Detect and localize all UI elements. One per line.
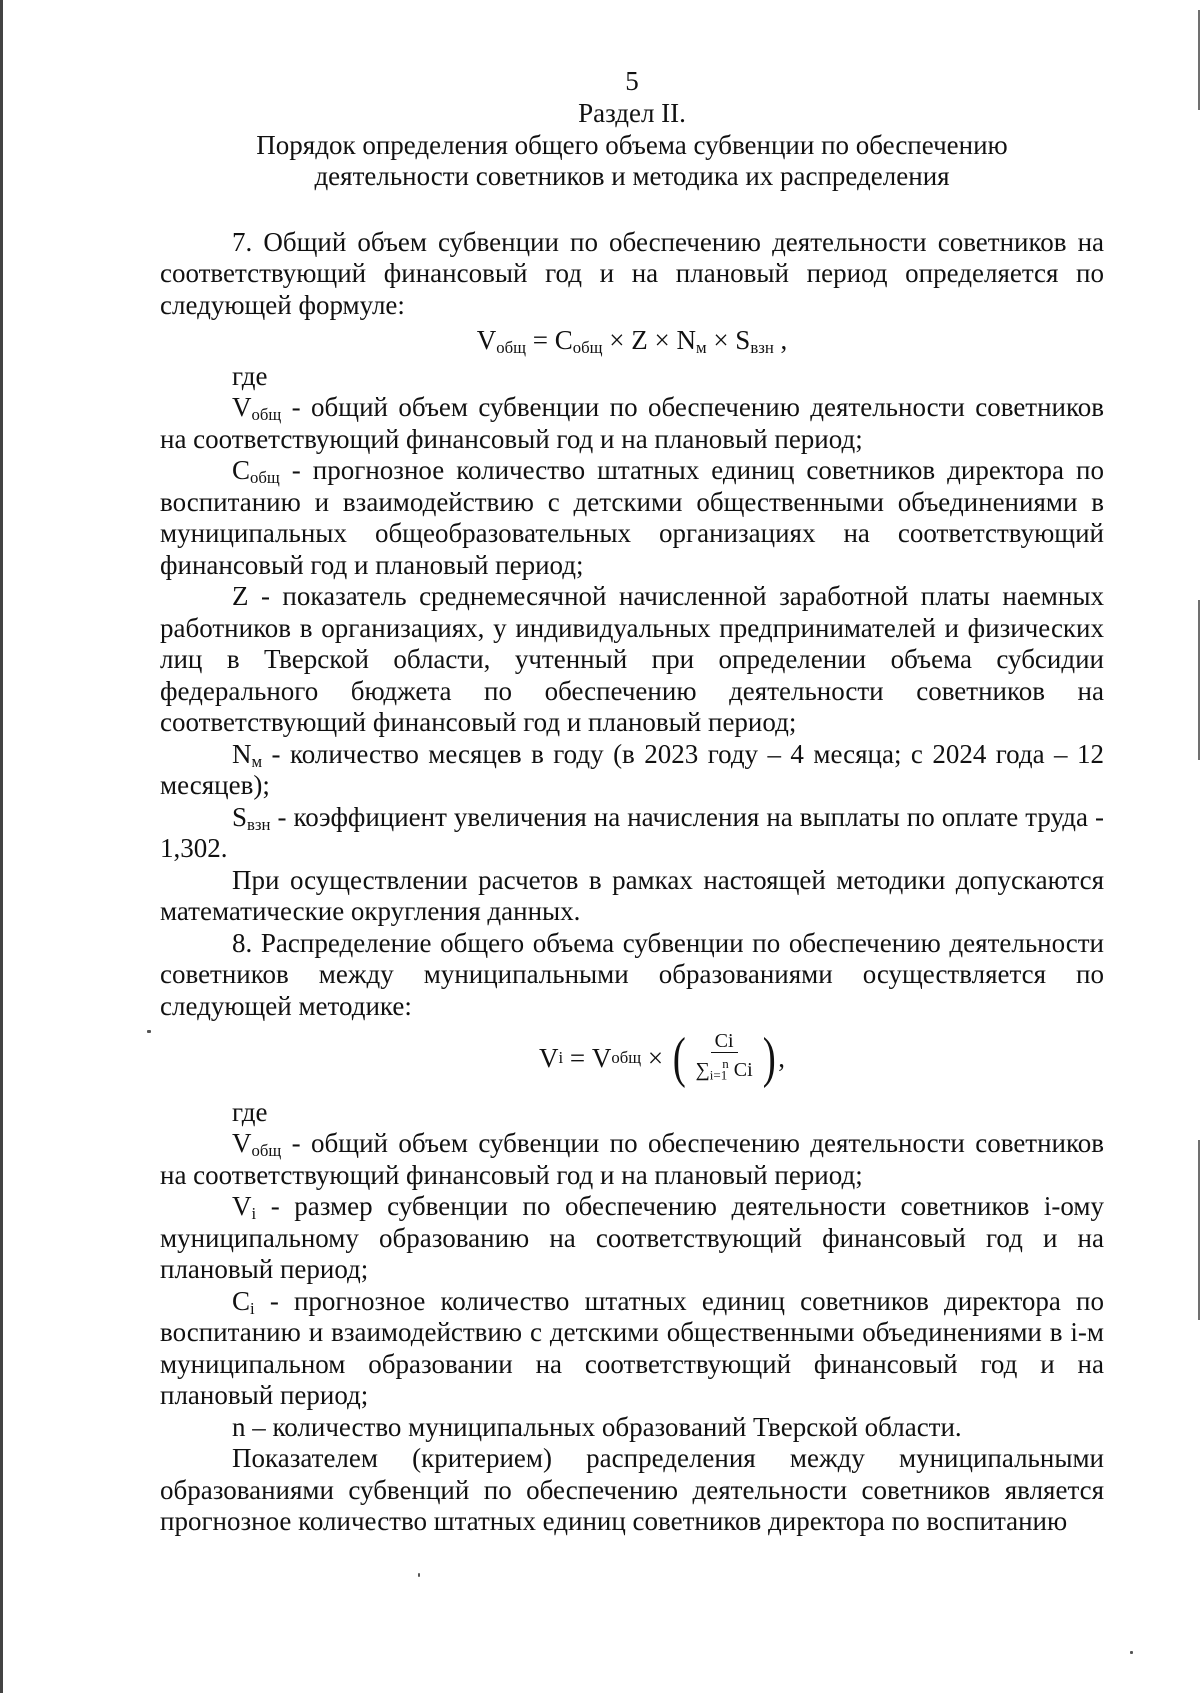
- open-paren: (: [672, 1027, 686, 1090]
- scan-speck: [1130, 1651, 1133, 1654]
- paragraph-8: 8. Распределение общего объема субвенции по обеспечению деятельности советников между муниципальными образованиями осуществляется по следующей методике:: [160, 927, 1104, 1021]
- scan-speck: [147, 1030, 151, 1033]
- section-heading: [160, 98, 1104, 193]
- where-label-1: где: [232, 360, 268, 391]
- document-body: [160, 66, 1104, 1538]
- formula-total-volume: $V_{общ} = C_{общ} \times Z \times N_м \times S_{взн}$ ,: [476, 325, 788, 358]
- criterion-paragraph: Показателем (критерием) распределения между муниципальными образованиями субвенций по обеспечению деятельности советников является прогнозное количество штатных единиц советников директора по воспитанию: [160, 1443, 1104, 1537]
- fraction: [692, 1030, 757, 1087]
- page-number: 5: [625, 66, 639, 96]
- fraction-denominator: $\sum i=1^n$ Ci: [695, 1056, 753, 1083]
- definition-n: n – количество муниципальных образований Тверской области.: [232, 1411, 962, 1442]
- definition-z: Z - показатель среднемесячной начисленной заработной платы наемных работников в организациях, у индивидуальных предпринимателей и физических лиц в Тверской области, учтенный при определении объема субсидии федерального бюджета по обеспечению деятельности советников на соответствующий финансовый год и плановый период;: [160, 581, 1104, 737]
- definition-v-i: $V_i$ - размер субвенции по обеспечению деятельности советников i-ому муниципальному образованию на соответствующий финансовый год и на плановый период;: [160, 1191, 1104, 1285]
- section-title: Раздел II.: [578, 98, 686, 128]
- definition-c-i: $C_i$ - прогнозное количество штатных единиц советников директора по воспитанию и взаимодействию с детскими общественными объединениями в i-м муниципальном образовании на соответствующий финансовый год и на плановый период;: [160, 1285, 1104, 1411]
- formula-distribution: V i = V общ × ( $\frac{Ci}{\sum i=1^n Ci}$ ) ,: [538, 1027, 786, 1090]
- definition-v-obsh-2: $V_{общ}$ - общий объем субвенции по обеспечению деятельности советников на соответствующий финансовый год и на плановый период;: [160, 1128, 1104, 1190]
- definition-s-vzn: $S_{взн}$ - коэффициент увеличения на начисления на выплаты по оплате труда - 1,302.: [160, 801, 1104, 863]
- definition-c-obsh: $C_{общ}$ - прогнозное количество штатных единиц советников директора по воспитанию и взаимодействию с детскими общественными объединениями в муниципальных общеобразовательных организациях на соответствующий финансовый год и плановый период;: [160, 455, 1104, 580]
- heading-line-1: Порядок определения общего объема субвенции по обеспечению: [256, 129, 1008, 160]
- close-paren: ): [762, 1027, 776, 1090]
- definition-v-obsh: $V_{общ}$ - общий объем субвенции по обеспечению деятельности советников на соответствующий финансовый год и на плановый период;: [160, 392, 1104, 454]
- paragraph-7: 7. Общий объем субвенции по обеспечению деятельности советников на соответствующий финансовый год и на плановый период определяется по следующей формуле:: [160, 226, 1104, 320]
- scan-left-edge: [0, 0, 3, 1693]
- where-label-2: где: [232, 1096, 268, 1127]
- heading-line-2: деятельности советников и методика их распределения: [314, 161, 950, 191]
- rounding-note: При осуществлении расчетов в рамках настоящей методики допускаются математические округления данных.: [160, 864, 1104, 926]
- definition-n-m: $N_м$ - количество месяцев в году (в 2023 году – 4 месяца; с 2024 года – 12 месяцев);: [160, 738, 1104, 800]
- fraction-numerator: Ci: [711, 1030, 738, 1053]
- scan-speck: [418, 1573, 420, 1577]
